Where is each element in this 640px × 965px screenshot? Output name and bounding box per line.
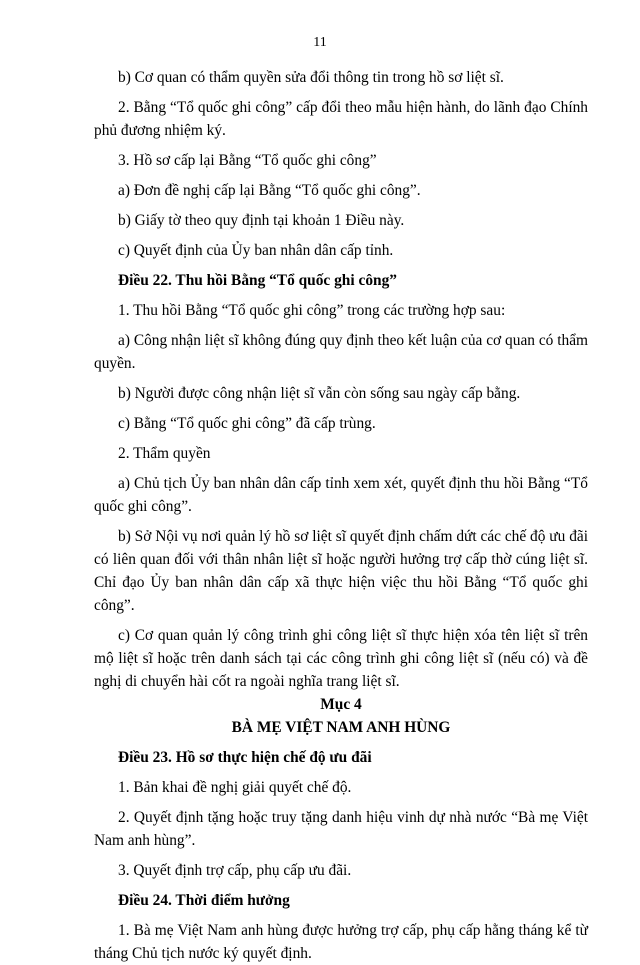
paragraph: b) Giấy tờ theo quy định tại khoản 1 Điều này. (118, 212, 405, 229)
paragraph: c) Cơ quan quản lý công trình ghi công liệt sĩ thực hiện xóa tên liệt sĩ trên mộ liệt sĩ hoặc trên danh sách tại các công trình ghi công liệt sĩ (nếu có) và đề nghị di chuyển hài cốt ra ngoài nghĩa trang liệt sĩ. (94, 627, 588, 690)
paragraph: b) Người được công nhận liệt sĩ vẫn còn sống sau ngày cấp bằng. (118, 385, 521, 402)
paragraph: 2. Thẩm quyền (118, 445, 211, 462)
article-heading: Điều 23. Hồ sơ thực hiện chế độ ưu đãi (118, 749, 372, 766)
paragraph: b) Cơ quan có thẩm quyền sửa đổi thông tin trong hồ sơ liệt sĩ. (118, 69, 504, 86)
article-heading: Điều 22. Thu hồi Bằng “Tổ quốc ghi công” (118, 272, 397, 289)
page-number: 11 (313, 35, 327, 50)
paragraph: b) Sở Nội vụ nơi quản lý hồ sơ liệt sĩ quyết định chấm dứt các chế độ ưu đãi có liên quan đối với thân nhân liệt sĩ hoặc người hưởng trợ cấp thờ cúng liệt sĩ. Chỉ đạo Ủy ban nhân dân cấp xã thực hiện việc thu hồi Bằng “Tổ quốc ghi công”. (94, 528, 588, 614)
paragraph: 1. Bà mẹ Việt Nam anh hùng được hưởng trợ cấp, phụ cấp hằng tháng kể từ tháng Chủ tịch nước ký quyết định. (94, 922, 588, 962)
paragraph: 2. Quyết định tặng hoặc truy tặng danh hiệu vinh dự nhà nước “Bà mẹ Việt Nam anh hùng”. (94, 809, 588, 849)
paragraph: 3. Quyết định trợ cấp, phụ cấp ưu đãi. (118, 862, 352, 879)
paragraph: c) Quyết định của Ủy ban nhân dân cấp tỉnh. (118, 242, 394, 259)
article-heading: Điều 24. Thời điểm hưởng (118, 892, 290, 909)
paragraph: a) Chủ tịch Ủy ban nhân dân cấp tỉnh xem xét, quyết định thu hồi Bằng “Tổ quốc ghi công”. (94, 475, 588, 515)
section-title: BÀ MẸ VIỆT NAM ANH HÙNG (231, 719, 451, 736)
paragraph: 1. Bản khai đề nghị giải quyết chế độ. (118, 779, 352, 796)
paragraph: 2. Bằng “Tổ quốc ghi công” cấp đổi theo mẫu hiện hành, do lãnh đạo Chính phủ đương nhiệm ký. (94, 99, 588, 139)
paragraph: a) Công nhận liệt sĩ không đúng quy định theo kết luận của cơ quan có thẩm quyền. (94, 332, 588, 372)
section-number: Mục 4 (320, 696, 362, 713)
paragraph: a) Đơn đề nghị cấp lại Bằng “Tổ quốc ghi công”. (118, 182, 421, 199)
paragraph: 1. Thu hồi Bằng “Tổ quốc ghi công” trong các trường hợp sau: (118, 302, 506, 319)
page-content (94, 66, 588, 965)
paragraph: c) Bằng “Tổ quốc ghi công” đã cấp trùng. (118, 415, 376, 432)
paragraph: 3. Hồ sơ cấp lại Bằng “Tổ quốc ghi công” (118, 152, 377, 169)
